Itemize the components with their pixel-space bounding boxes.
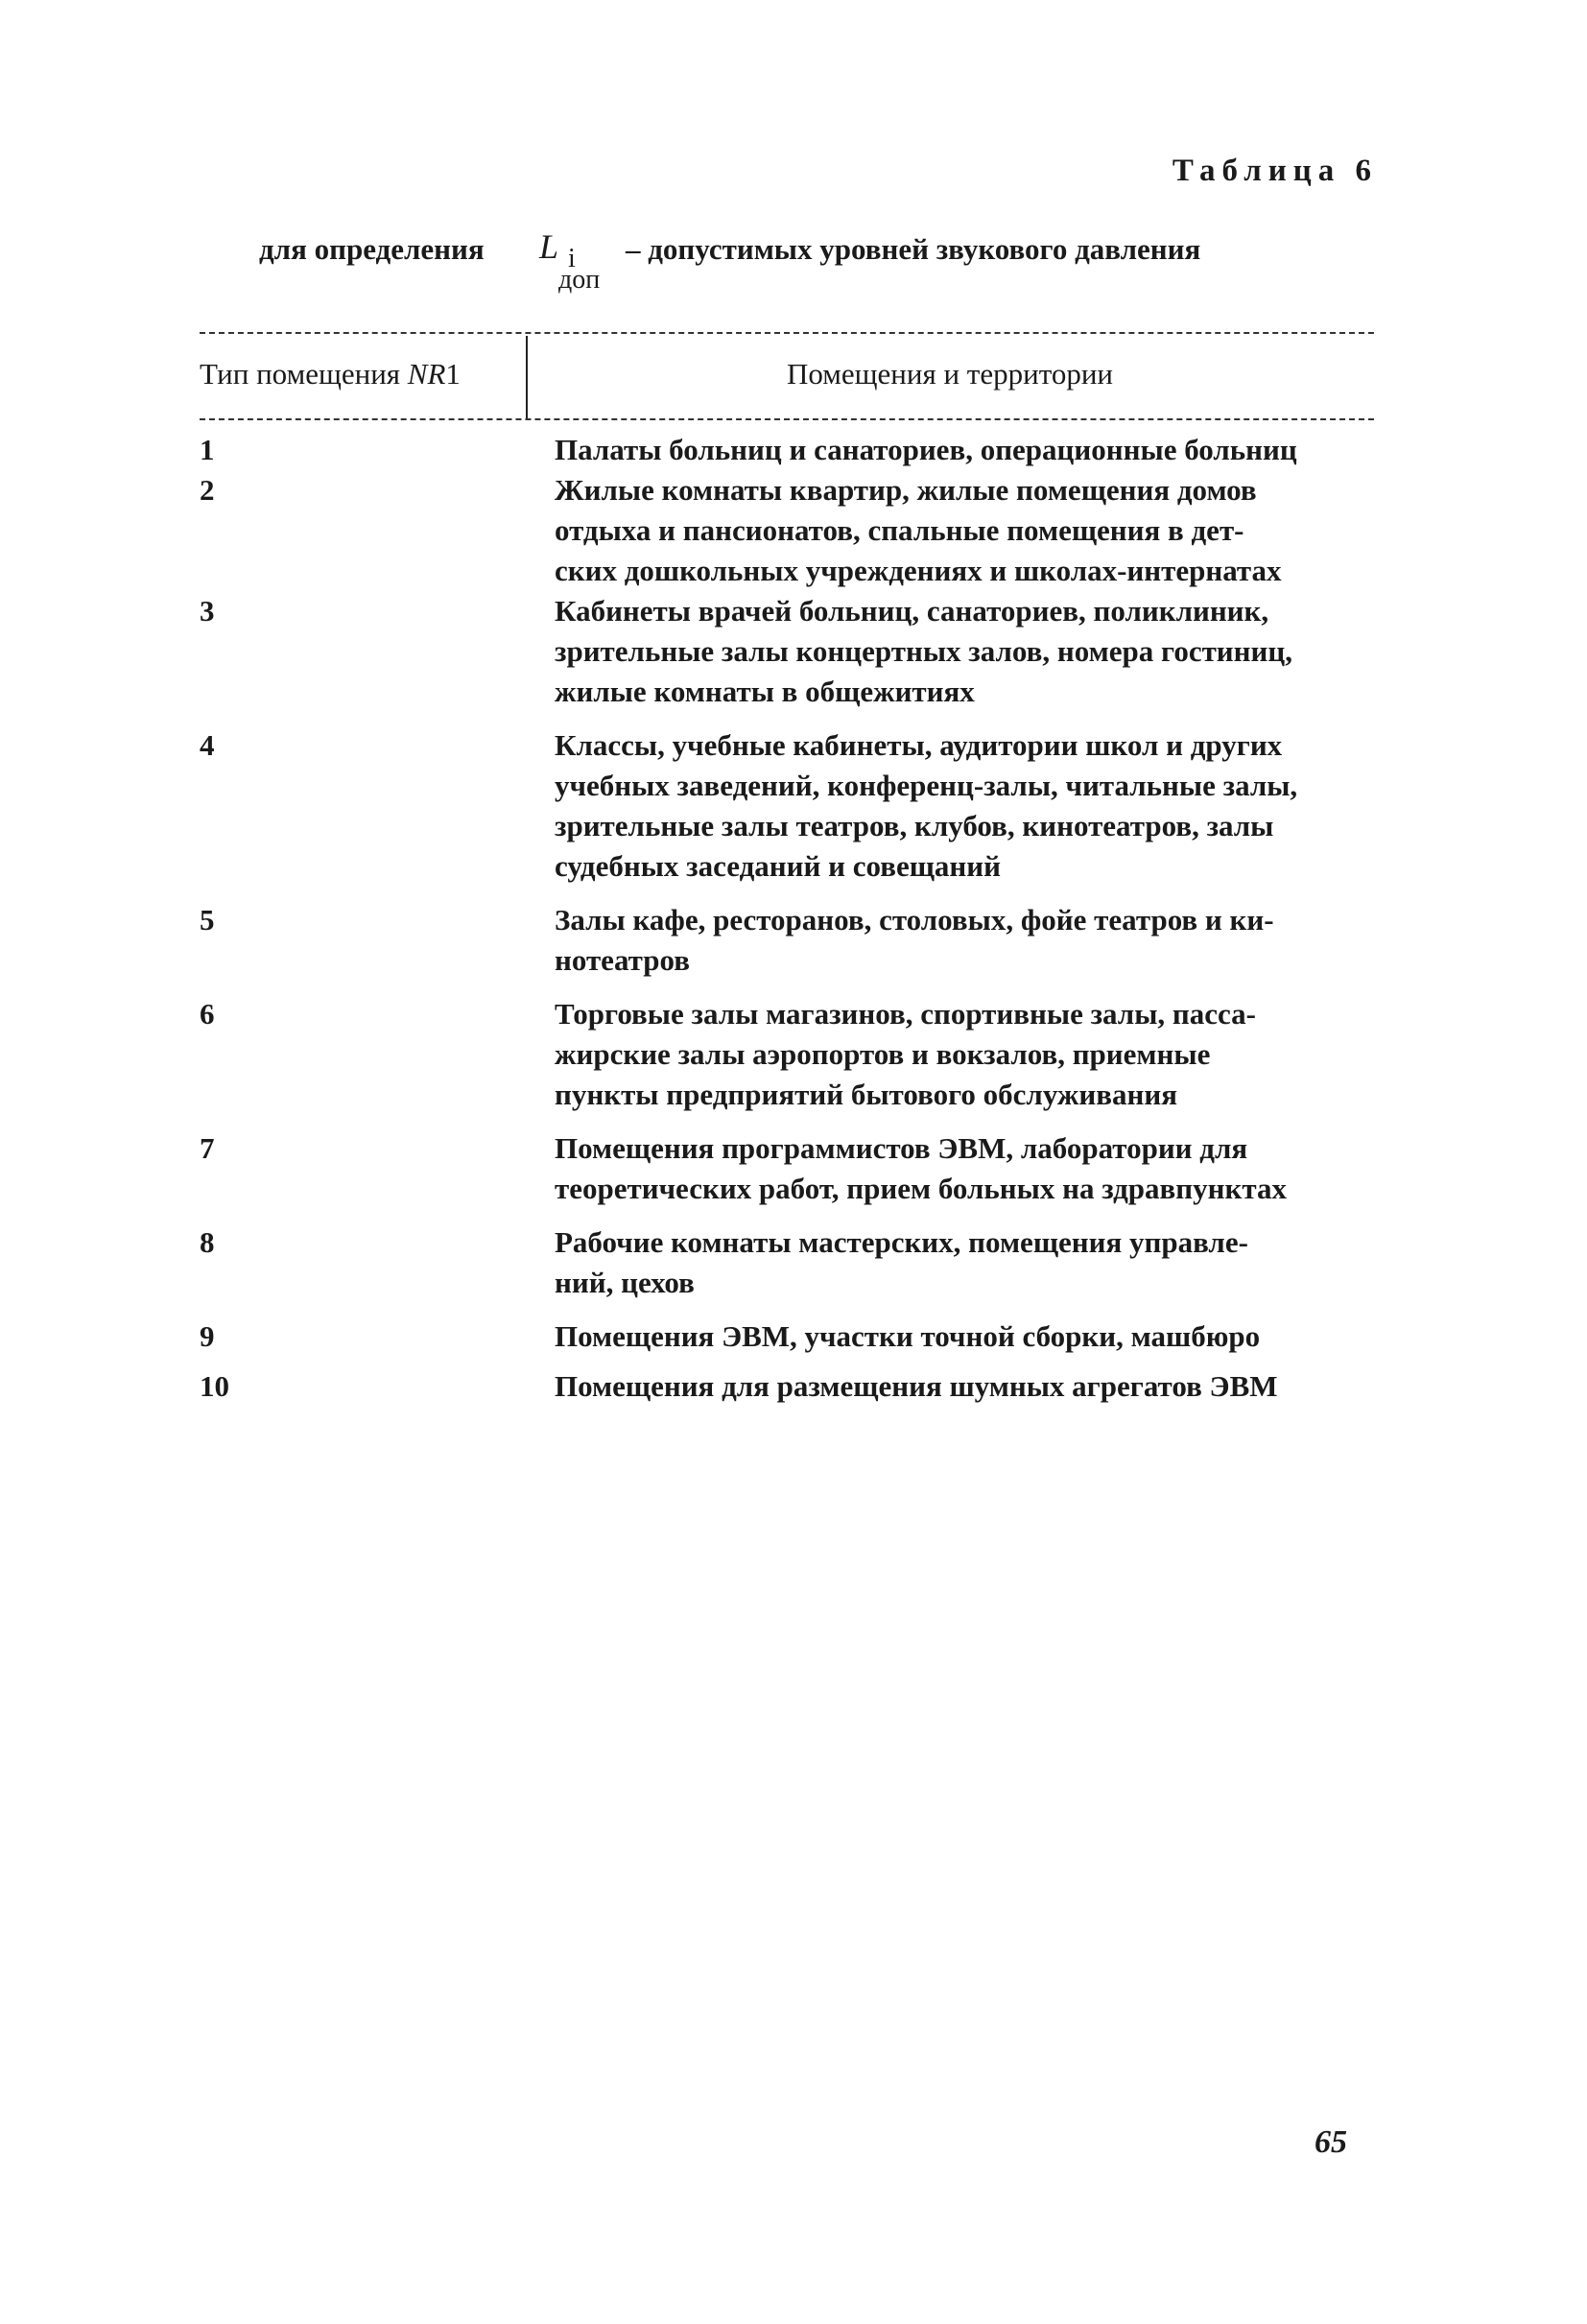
row-description-line: Жилые комнаты квартир, жилые помещения домов [555, 473, 1257, 507]
header-nr-suffix: 1 [445, 357, 461, 391]
row-description [555, 1222, 1374, 1303]
table-row [200, 1222, 1374, 1303]
table-row [200, 470, 1374, 591]
table-row [200, 430, 1374, 470]
row-type-number: 7 [200, 1131, 215, 1165]
row-description-line: зрительные залы театров, клубов, кинотеатров, залы [555, 809, 1274, 842]
table-row [200, 994, 1374, 1115]
row-type-number: 8 [200, 1225, 215, 1259]
row-description [555, 1128, 1374, 1209]
row-description-line: нотеатров [555, 943, 690, 977]
row-description-line: Классы, учебные кабинеты, аудитории школ и других [555, 728, 1283, 762]
row-description-line: Помещения для размещения шумных агрегатов ЭВМ [555, 1369, 1278, 1403]
row-description-line: пункты предприятий бытового обслуживания [555, 1078, 1177, 1111]
table-row [200, 1316, 1374, 1357]
row-description-line: ний, цехов [555, 1266, 695, 1299]
table-title [259, 227, 1372, 299]
row-description-line: Помещения ЭВМ, участки точной сборки, машбюро [555, 1319, 1261, 1353]
row-description-line: жирские залы аэропортов и вокзалов, приемные [555, 1037, 1211, 1071]
page-number: 65 [1315, 2124, 1347, 2160]
title-suffix: – допустимых уровней звукового давления [626, 232, 1201, 266]
header-nr-symbol: NR [407, 357, 446, 391]
row-description-line: судебных заседаний и совещаний [555, 849, 1001, 883]
row-description [555, 900, 1374, 981]
row-description-line: Рабочие комнаты мастерских, помещения управле- [555, 1225, 1248, 1259]
row-description-line: теоретических работ, прием больных на здравпунктах [555, 1172, 1287, 1205]
row-description-line: Помещения программистов ЭВМ, лаборатории для [555, 1131, 1248, 1165]
row-type-number: 2 [200, 473, 215, 507]
table-row [200, 1128, 1374, 1209]
row-description [555, 994, 1374, 1115]
table-label: Таблица 6 [1172, 154, 1378, 188]
row-type-number: 1 [200, 433, 215, 466]
row-type-number: 6 [200, 997, 215, 1031]
title-prefix: для определения [259, 232, 485, 266]
row-description-line: Торговые залы магазинов, спортивные залы, пасса- [555, 997, 1256, 1031]
row-description [555, 725, 1374, 887]
table-row [200, 900, 1374, 981]
row-description-line: Палаты больниц и санаториев, операционные больниц [555, 433, 1297, 466]
row-description-line: отдыха и пансионатов, спальные помещения в дет- [555, 513, 1244, 547]
header-bottom-rule [200, 418, 1374, 420]
row-description-line: Кабинеты врачей больниц, санаториев, поликлиник, [555, 594, 1269, 628]
table-row [200, 1366, 1374, 1407]
title-subscript: i [568, 244, 576, 273]
table-top-rule [200, 332, 1374, 334]
row-type-number: 3 [200, 594, 215, 628]
row-description-line: учебных заведений, конференц-залы, читальные залы, [555, 769, 1298, 802]
row-description [555, 591, 1374, 712]
header-room-type [200, 357, 526, 391]
table-header [200, 336, 1374, 413]
row-type-number: 9 [200, 1319, 215, 1353]
row-type-number: 5 [200, 903, 215, 937]
row-type-number: 4 [200, 728, 215, 762]
header-room-type-text: Тип помещения [200, 357, 408, 391]
table-body [200, 430, 1374, 1407]
row-type-number: 10 [200, 1369, 229, 1403]
table-row [200, 591, 1374, 712]
table-row [200, 725, 1374, 887]
row-description-line: зрительные залы концертных залов, номера гостиниц, [555, 634, 1293, 668]
header-rooms-territories: Помещения и территории [786, 357, 1114, 391]
title-symbol: L [539, 227, 559, 266]
row-description [555, 430, 1374, 470]
title-subsubscript: доп [558, 265, 601, 295]
row-description-line: ских дошкольных учреждениях и школах-интернатах [555, 554, 1282, 587]
row-description [555, 1366, 1374, 1407]
row-description [555, 470, 1374, 591]
row-description [555, 1316, 1374, 1357]
row-description-line: жилые комнаты в общежитиях [555, 675, 975, 708]
row-description-line: Залы кафе, ресторанов, столовых, фойе театров и ки- [555, 903, 1274, 937]
